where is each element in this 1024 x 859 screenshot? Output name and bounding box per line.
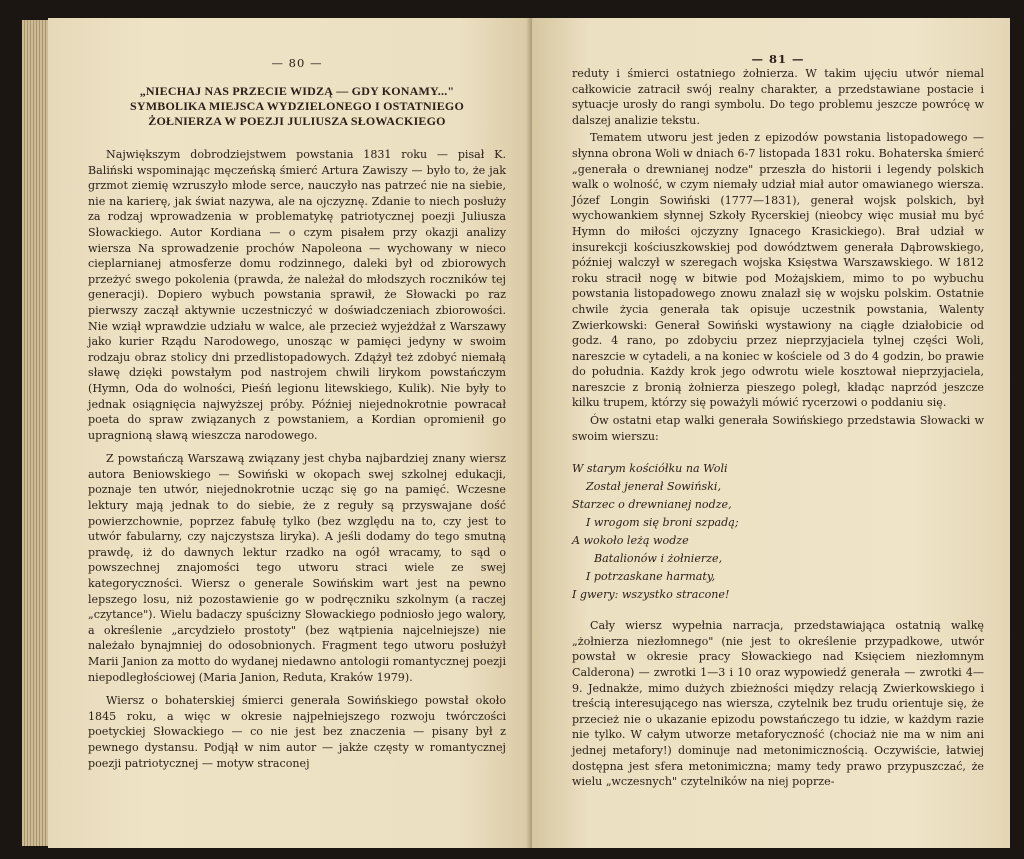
poem-line: Starzec o drewnianej nodze, bbox=[572, 498, 732, 512]
poem-line: W starym kościółku na Woli bbox=[572, 462, 728, 476]
chapter-title bbox=[88, 84, 506, 129]
page-number-left: — 80 — bbox=[271, 56, 323, 70]
poem-line: Batalionów i żołnierze, bbox=[594, 552, 723, 566]
poem-line: I potrzaskane harmaty, bbox=[586, 570, 716, 584]
poem-line: I gwery: wszystko stracone! bbox=[572, 588, 730, 602]
chapter-title-line-1: „NIECHAJ NAS PRZECIE WIDZĄ — GDY KONAMY..." bbox=[139, 84, 455, 98]
body-paragraph: Ów ostatni etap walki generała Sowińskiego przedstawia Słowacki w swoim wierszu: bbox=[572, 414, 984, 443]
chapter-title-line-2: SYMBOLIKA MIEJSCA WYDZIELONEGO I OSTATNIEGO bbox=[129, 99, 464, 113]
open-book bbox=[8, 8, 1010, 850]
poem-line: I wrogom się broni szpadą; bbox=[586, 516, 739, 530]
poem-quote bbox=[572, 460, 984, 604]
right-page bbox=[532, 18, 1010, 848]
body-paragraph: reduty i śmierci ostatniego żołnierza. W takim ujęciu utwór niemal całkowicie zatracił swój realny charakter, a przedstawiane postacie i sytuacje urosły do rangi symbolu. Do tego problemu jeszcze powrócę w dalszej analizie tekstu. bbox=[572, 67, 984, 127]
poem-line: A wokoło leżą wodze bbox=[572, 534, 689, 548]
poem-line: Został jenerał Sowiński, bbox=[586, 480, 721, 494]
body-paragraph: Cały wiersz wypełnia narracja, przedstawiająca ostatnią walkę „żołnierza niezłomnego" (nie jest to określenie przypadkowe, utwór powstał w okresie pracy Słowackiego nad Księciem niezłomnym Calderona) — zwrotki 1—3 i 10 oraz wypowiedź generała — zwrotki 4—9. Jednakże, mimo dużych zbieżności między relacją Zwierkowskiego i treścią interesującego nas wiersza, czytelnik bez trudu orientuje się, że przecież nie o ukazanie epizodu powstańczego tu idzie, w każdym razie nie tylko. W całym utworze metaforyczność (chociaż nie ma w nim ani jednej metafory!) dominuje nad metonimicznością. Oczywiście, łatwiej dostępna jest sfera metonimiczna; mamy tedy prawo przypuszczać, że wielu „wczesnych" czytelników na niej poprze- bbox=[572, 619, 984, 789]
body-paragraph: Z powstańczą Warszawą związany jest chyba najbardziej znany wiersz autora Beniowskiego — Sowiński w okopach swej szkolnej edukacji, poznaje ten utwór, niejednokrotnie ucząc się go na pamięć. Wczesne lektury mają jednak to do siebie, że z reguły są przyswajane dość powierzchownie, poprzez fabułę tylko (bez względu na to, czy jest to utwór fabularny, czy najczystsza liryka). A jeśli dodamy do tego smutną prawdę, iż do dawnych lektur rzadko na ogół wracamy, to sąd o powszechnej znajomości tego utworu straci wiele ze swej kategoryczności. Wiersz o generale Sowińskim wart jest na pewno lepszego losu, niż pozostawienie go w podręczniku szkolnym (a raczej „czytance"). Wielu badaczy spuścizny Słowackiego podniosło jego walory, a określenie „arcydzieło prostoty" (bez wątpienia najcelniejsze) nie należało bynajmniej do odosobnionych. Fragment tego utworu posłużył Marii Janion za motto do wydanej niedawno antologii romantycznej poezji niepodległościowej (Maria Janion, Reduta, Kraków 1979). bbox=[88, 452, 506, 684]
chapter-title-line-3: ŻOŁNIERZA W POEZJI JULIUSZA SŁOWACKIEGO bbox=[148, 114, 446, 128]
left-page bbox=[48, 18, 532, 848]
page-number-right: — 81 — bbox=[751, 52, 805, 66]
body-paragraph: Największym dobrodziejstwem powstania 1831 roku — pisał K. Baliński wspominając męczeńską śmierć Artura Zawiszy — było to, że jak grzmot ziemię wzruszyło młode serce, nauczyło nas patrzeć nie na siebie, nie na karierę, jak świat nazywa, ale na ojczyznę. Zdanie to niech posłuży za rodzaj wprowadzenia w problematykę patriotycznej poezji Juliusza Słowackiego. Autor Kordiana — o czym pisałem przy okazji analizy wiersza Na sprowadzenie prochów Napoleona — wychowany w nieco cieplarnianej atmosferze domu rodzinnego, daleki był od zbiorowych przeżyć swego pokolenia (prawda, że należał do młodszych roczników tej generacji). Dopiero wybuch powstania sprawił, że Słowacki po raz pierwszy zaczął aktywnie uczestniczyć w doświadczeniach zbiorowości. Nie wziął wprawdzie udziału w walce, ale przecież wyjeżdżał z Warszawy jako kurier Rządu Narodowego, unosząc w pamięci jedyny w swoim rodzaju obraz stolicy dni przedlistopadowych. Zdążył też zdobyć niemałą sławę dzięki powstałym pod nastrojem chwili lirykom powstańczym (Hymn, Oda do wolności, Pieśń legionu litewskiego, Kulik). Nie były to jednak osiągnięcia najwyższej próby. Później niejednokrotnie powracał poeta do spraw związanych z powstaniem, a Kordian opromienił go upragnioną sławą wieszcza narodowego. bbox=[88, 148, 506, 442]
body-paragraph: Tematem utworu jest jeden z epizodów powstania listopadowego — słynna obrona Woli w dniach 6-7 listopada 1831 roku. Bohaterska śmierć „generała o drewnianej nodze" przeszła do historii i legendy polskich walk o wolność, w czym niemały udział miał autor omawianego wiersza. Józef Longin Sowiński (1777—1831), generał wojsk polskich, był wychowankiem słynnej Szkoły Rycerskiej (nieobcy więc musiał mu być Hymn do miłości ojczyzny Ignacego Krasickiego). Brał udział w insurekcji kościuszkowskiej pod dowództwem generała Dąbrowskiego, później walczył w szeregach wojska Księstwa Warszawskiego. W 1812 roku stracił nogę w bitwie pod Możajskiem, mimo to po wybuchu powstania listopadowego znowu znalazł się w wojsku polskim. Ostatnie chwile życia generała tak opisuje uczestnik powstania, Walenty Zwierkowski: Generał Sowiński wystawiony na ciągłe działobicie od godz. 4 rano, po zdobyciu przez nieprzyjaciela tylnej części Woli, nareszcie w cytadeli, a na koniec w kościele od 3 do 4 godzin, bo prawie do południa. Każdy krok jego odwrotu wiele kosztował nieprzyjaciela, nareszcie z bronią żołnierza pieszego poległ, kładąc naprzód jeszcze kilku trupem, którzy się poważyli mówić rycerzowi o poddaniu się. bbox=[572, 131, 984, 410]
body-paragraph: Wiersz o bohaterskiej śmierci generała Sowińskiego powstał około 1845 roku, a więc w okresie najpełniejszego rozwoju twórczości poetyckiej Słowackiego — co nie jest bez znaczenia — pisany był z pewnego dystansu. Podjął w nim autor — jakże częsty w romantycznej poezji patriotycznej — motyw straconej bbox=[88, 694, 506, 770]
